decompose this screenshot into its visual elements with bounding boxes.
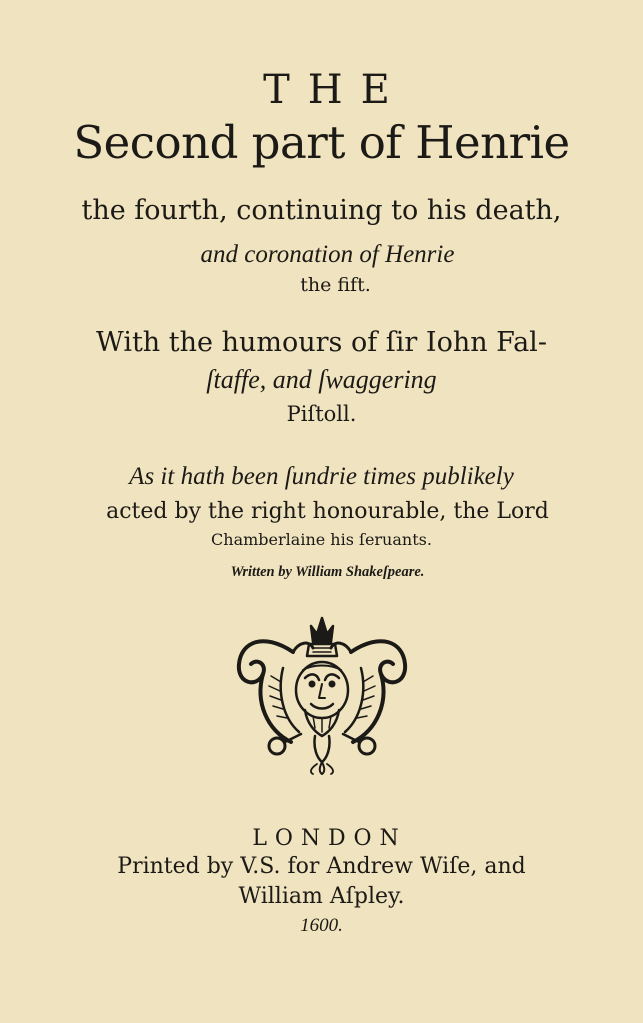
title-the: THE: [263, 67, 408, 113]
humours-line-1: With the humours of ſir Iohn Fal-: [96, 327, 547, 358]
acted-line-3: Chamberlaine his ſeruants.: [211, 530, 432, 549]
subtitle-line-3: the fift.: [300, 274, 371, 296]
humours-line-3: Piſtoll.: [286, 402, 357, 426]
author-line: Written by William Shakeſpeare.: [230, 564, 425, 580]
humours-line-2: ſtaffe, and ſwaggering: [206, 365, 437, 394]
imprint-line-2: William Aſpley.: [238, 884, 405, 909]
acted-line-1: As it hath been ſundrie times publikely: [129, 463, 514, 490]
imprint-year: 1600.: [300, 915, 343, 936]
title-main: Second part of Henrie: [73, 116, 570, 169]
printers-device-mask-ornament-icon: [233, 612, 411, 778]
acted-line-2: acted by the right honourable, the Lord: [106, 499, 549, 524]
imprint-city: LONDON: [252, 826, 407, 851]
imprint-line-1: Printed by V.S. for Andrew Wiſe, and: [117, 854, 526, 879]
subtitle-line-1: the fourth, continuing to his death,: [81, 195, 562, 226]
subtitle-line-2: and coronation of Henrie: [200, 241, 455, 268]
